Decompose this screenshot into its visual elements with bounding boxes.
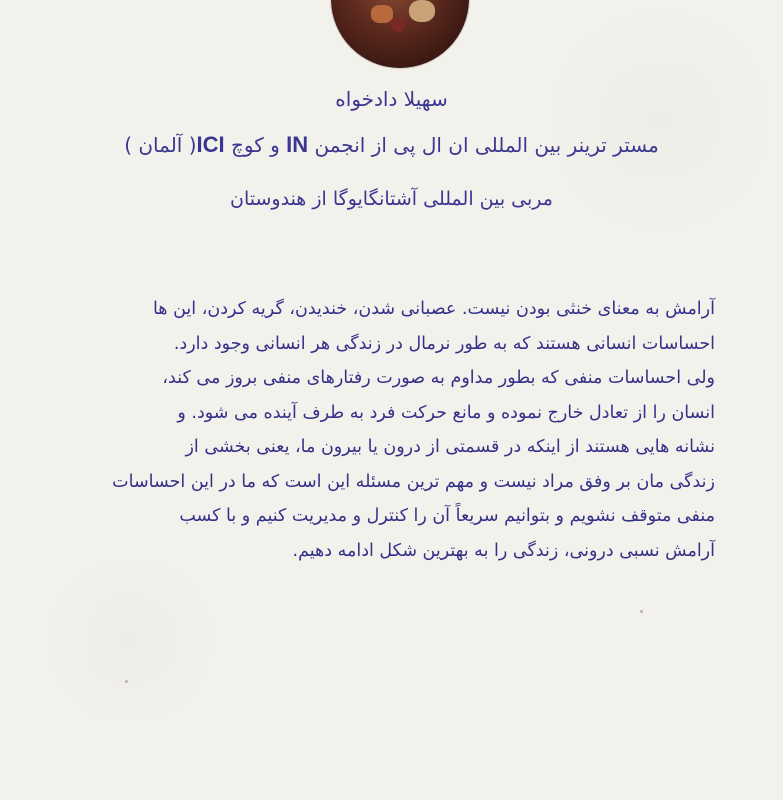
credential-country: ( آلمان ): [124, 133, 197, 157]
photo-detail: [391, 18, 405, 32]
credential-text: مستر ترینر بین المللی ان ال پی از انجمن: [314, 133, 659, 157]
blurb-line: احساسات انسانی هستند که به طور نرمال در زندگی هر انسانی وجود دارد.: [173, 333, 715, 354]
blurb-line: آرامش به معنای خنثی بودن نیست. عصبانی شدن، خندیدن، گریه کردن، این ها: [152, 299, 715, 319]
credential-org-in: IN: [286, 132, 309, 157]
blurb-line: ولی احساسات منفی که بطور مداوم به صورت رفتارهای منفی بروز می کند،: [162, 368, 715, 388]
author-name: سهیلا دادخواه: [335, 87, 448, 111]
author-credential-line-2: مربی بین المللی آشتانگایوگا از هندوستان: [230, 188, 553, 210]
blurb-line: نشانه هایی هستند از اینکه در قسمتی از درون یا بیرون ما، یعنی بخشی از: [185, 437, 715, 457]
paper-speck: [640, 610, 643, 613]
blurb-line: آرامش نسبی درونی، زندگی را به بهترین شکل ادامه دهیم.: [292, 540, 715, 561]
photo-detail: [371, 5, 393, 23]
blurb-line: منفی متوقف نشویم و بتوانیم سریعاً آن را کنترل و مدیریت کنیم و با کسب: [179, 506, 715, 526]
paper-speck: [125, 680, 128, 683]
blurb-line: زندگی مان بر وفق مراد نیست و مهم ترین مسئله این است که ما در این احساسات: [112, 471, 715, 492]
photo-detail: [409, 0, 435, 22]
blurb-paragraph: [90, 292, 715, 568]
credential-text: و کوچ: [231, 133, 280, 157]
author-credential-line-1: [0, 132, 783, 158]
credential-org-ici: ICI: [196, 132, 225, 157]
author-photo: [331, 0, 469, 68]
blurb-line: انسان را از تعادل خارج نموده و مانع حرکت فرد به طرف آینده می شود. و: [177, 402, 715, 423]
